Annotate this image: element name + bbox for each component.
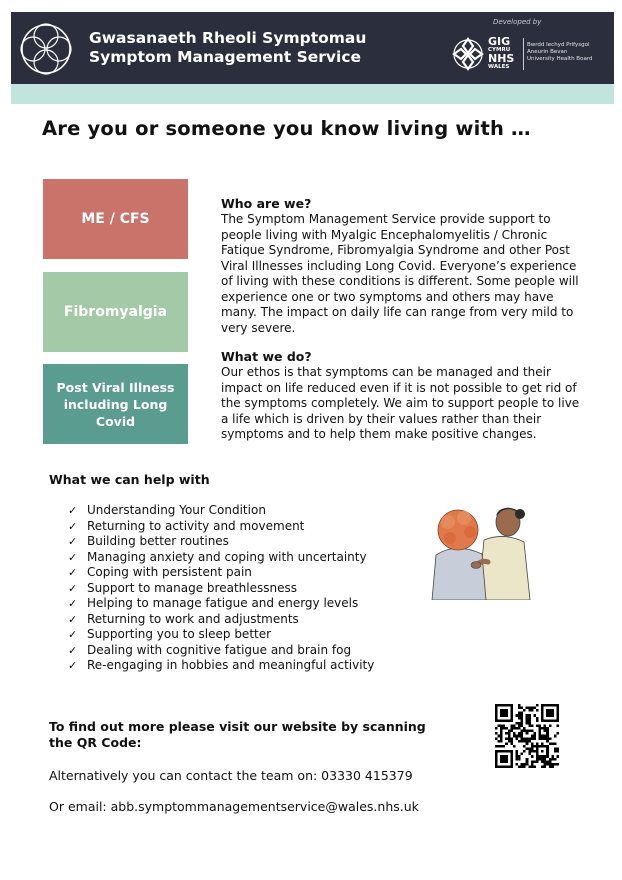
contact-heading: To find out more please visit our website by scanning the QR Code: <box>49 719 426 750</box>
what-heading: What we do? <box>221 349 312 364</box>
celtic-knot-icon <box>451 36 485 72</box>
check-icon: ✓ <box>68 643 78 657</box>
service-title <box>89 29 366 67</box>
who-text: The Symptom Management Service provide support to people living with Myalgic Encephalomyelitis / Chronic Fatique Syndrome, Fibromyalgia Syndrome and other Post Viral Illnesses including Long Covid. Everyone’s experience of living with these conditions is different. Some people will experience one or two symptoms and others may have many. The impact on daily life can range from very mild to very severe. <box>221 212 579 335</box>
nhs-wordmark <box>488 36 514 70</box>
nhs-logo <box>451 36 611 74</box>
check-icon: ✓ <box>68 628 78 641</box>
condition-post-viral: Post Viral Illness including Long Covid <box>43 364 188 444</box>
list-item <box>68 581 398 597</box>
list-item <box>68 550 398 566</box>
check-icon: ✓ <box>68 519 78 533</box>
list-item-text: Supporting you to sleep better <box>87 627 272 641</box>
check-icon: ✓ <box>68 504 78 517</box>
list-item-text: Building better routines <box>87 534 229 548</box>
list-item-text: Support to manage breathlessness <box>87 580 297 595</box>
check-icon: ✓ <box>68 597 78 610</box>
list-item-text: Coping with persistent pain <box>87 565 252 579</box>
list-item <box>68 565 398 581</box>
service-logo-icon <box>19 22 73 76</box>
what-text: Our ethos is that symptoms can be managed and their impact on life reduced even if it is not possible to get rid of the symptoms completely. We aim to support people to live a life which is driven by their values rather than their symptoms and to help them make positive changes. <box>221 365 580 441</box>
nhs-cymru: CYMRU <box>488 47 511 53</box>
health-board-name <box>527 42 592 63</box>
support-illustration <box>426 500 556 600</box>
condition-me-cfs: ME / CFS <box>43 179 188 259</box>
condition-fibromyalgia: Fibromyalgia <box>43 272 188 352</box>
list-item <box>68 596 398 612</box>
board-line-1: Bwrdd Iechyd Prifysgol <box>527 42 590 48</box>
header-accent-band <box>11 84 614 104</box>
board-line-3: University Health Board <box>527 56 593 62</box>
service-title-welsh: Gwasanaeth Rheoli Symptomau <box>89 29 367 47</box>
list-item <box>68 534 398 550</box>
who-are-we-section <box>221 196 586 336</box>
list-item-text: Understanding Your Condition <box>87 503 266 517</box>
check-icon: ✓ <box>68 659 78 672</box>
list-item <box>68 627 398 643</box>
check-icon: ✓ <box>68 581 78 595</box>
check-icon: ✓ <box>68 550 78 564</box>
qr-code[interactable] <box>495 704 559 768</box>
service-title-english: Symptom Management Service <box>89 48 362 66</box>
contact-phone: Alternatively you can contact the team on: 03330 415379 <box>49 768 413 783</box>
check-icon: ✓ <box>68 535 78 548</box>
nhs-gig: GIG <box>488 35 511 48</box>
logo-divider <box>523 38 524 70</box>
what-we-do-section <box>221 349 586 443</box>
developed-by-label: Developed by <box>493 18 542 26</box>
nhs-nhs: NHS <box>488 52 515 65</box>
list-item-text: Helping to manage fatigue and energy levels <box>87 596 359 610</box>
help-heading: What we can help with <box>49 472 210 487</box>
list-item-text: Returning to activity and movement <box>87 518 305 533</box>
check-icon: ✓ <box>68 566 78 579</box>
list-item-text: Dealing with cognitive fatigue and brain fog <box>87 642 352 657</box>
page-title: Are you or someone you know living with … <box>42 117 531 140</box>
header-banner <box>11 12 614 84</box>
help-list <box>68 503 398 674</box>
nhs-wales: WALES <box>488 64 510 70</box>
list-item <box>68 519 398 535</box>
list-item <box>68 612 398 628</box>
list-item <box>68 658 398 674</box>
list-item-text: Re-engaging in hobbies and meaningful activity <box>87 658 375 672</box>
contact-email: Or email: abb.symptommanagementservice@wales.nhs.uk <box>49 799 419 814</box>
list-item-text: Returning to work and adjustments <box>87 611 299 626</box>
board-line-2: Aneurin Bevan <box>527 49 568 55</box>
list-item-text: Managing anxiety and coping with uncertainty <box>87 549 367 564</box>
list-item <box>68 643 398 659</box>
check-icon: ✓ <box>68 612 78 626</box>
list-item <box>68 503 398 519</box>
who-heading: Who are we? <box>221 196 312 211</box>
